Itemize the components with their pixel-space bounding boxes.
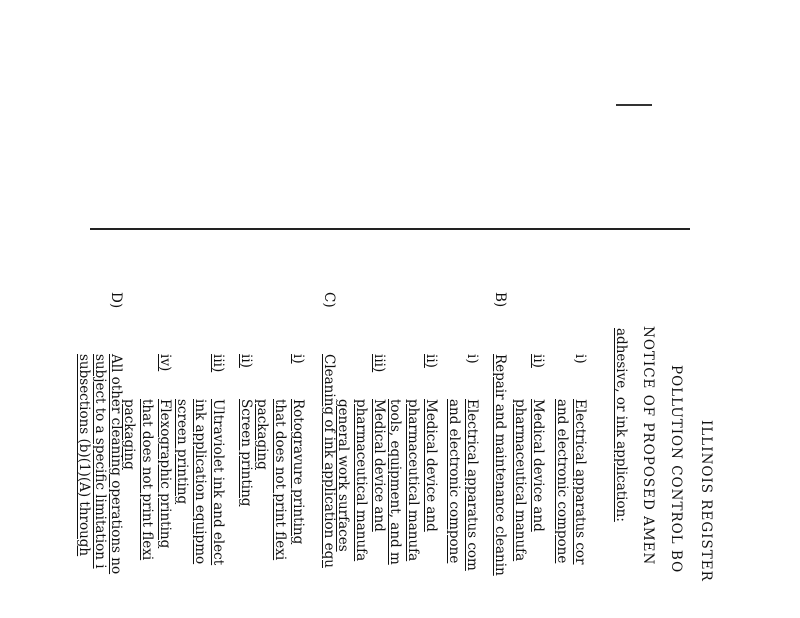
- c-item-line: packaging: [254, 399, 270, 470]
- b-item-num: i): [464, 354, 480, 364]
- d-line: subsections (b)(1)(A) through: [76, 354, 92, 557]
- a-item-line: Electrical apparatus cor: [572, 399, 588, 565]
- intro-line: adhesive, or ink application:: [613, 328, 629, 522]
- b-item-line: Medical device and: [371, 399, 387, 532]
- b-item-line: pharmaceutical manufa: [405, 399, 421, 562]
- d-label: D): [108, 292, 124, 309]
- c-item-num: ii): [238, 354, 254, 368]
- a-item-line: and electronic compone: [554, 399, 570, 564]
- b-item-num: ii): [423, 354, 439, 368]
- register-title: ILLINOIS REGISTER: [698, 420, 714, 582]
- a-item-line: Medical device and: [530, 399, 546, 532]
- b-item-line: tools, equipment, and m: [387, 399, 403, 565]
- c-item-line: that does not print flexi: [139, 399, 155, 561]
- b-item-line: and electronic compone: [446, 399, 462, 564]
- b-item-line: Electrical apparatus com: [464, 399, 480, 571]
- header-rule: [90, 228, 690, 230]
- c-item-line: that does not print flexi: [272, 399, 288, 561]
- a-item-num: i): [572, 354, 588, 364]
- c-heading: Cleaning of ink application equ: [321, 354, 337, 568]
- b-heading: Repair and maintenance cleanin: [492, 354, 508, 576]
- b-item-line: pharmaceutical manufa: [353, 399, 369, 562]
- c-item-line: Screen printing: [238, 399, 254, 507]
- c-item-line: Ultraviolet ink and elect: [210, 399, 226, 566]
- b-item-num: iii): [371, 354, 387, 373]
- scanned-page: [76, 0, 714, 618]
- b-item-line: general work surfaces: [335, 399, 351, 552]
- b-item-line: Medical device and: [423, 399, 439, 532]
- c-label: C): [321, 292, 337, 308]
- c-item-line: ink application equipmo: [192, 399, 208, 565]
- c-item-line: Rotogravure printing: [290, 399, 306, 545]
- margin-mark: [616, 104, 652, 106]
- d-line: All other cleaning operations no: [108, 354, 124, 575]
- a-item-num: ii): [530, 354, 546, 368]
- a-item-line: pharmaceutical manufa: [512, 399, 528, 562]
- board-title: POLLUTION CONTROL BO: [668, 365, 684, 574]
- notice-title: NOTICE OF PROPOSED AMEN: [640, 326, 656, 566]
- b-label: B): [492, 292, 508, 308]
- d-line: subject to a specific limitation i: [92, 354, 108, 569]
- c-item-num: i): [290, 354, 306, 364]
- c-item-line: packaging: [121, 399, 137, 470]
- c-item-num: iv): [157, 354, 173, 372]
- c-item-line: screen printing: [174, 399, 190, 505]
- c-item-line: Flexographic printing: [157, 399, 173, 549]
- c-item-num: iii): [210, 354, 226, 373]
